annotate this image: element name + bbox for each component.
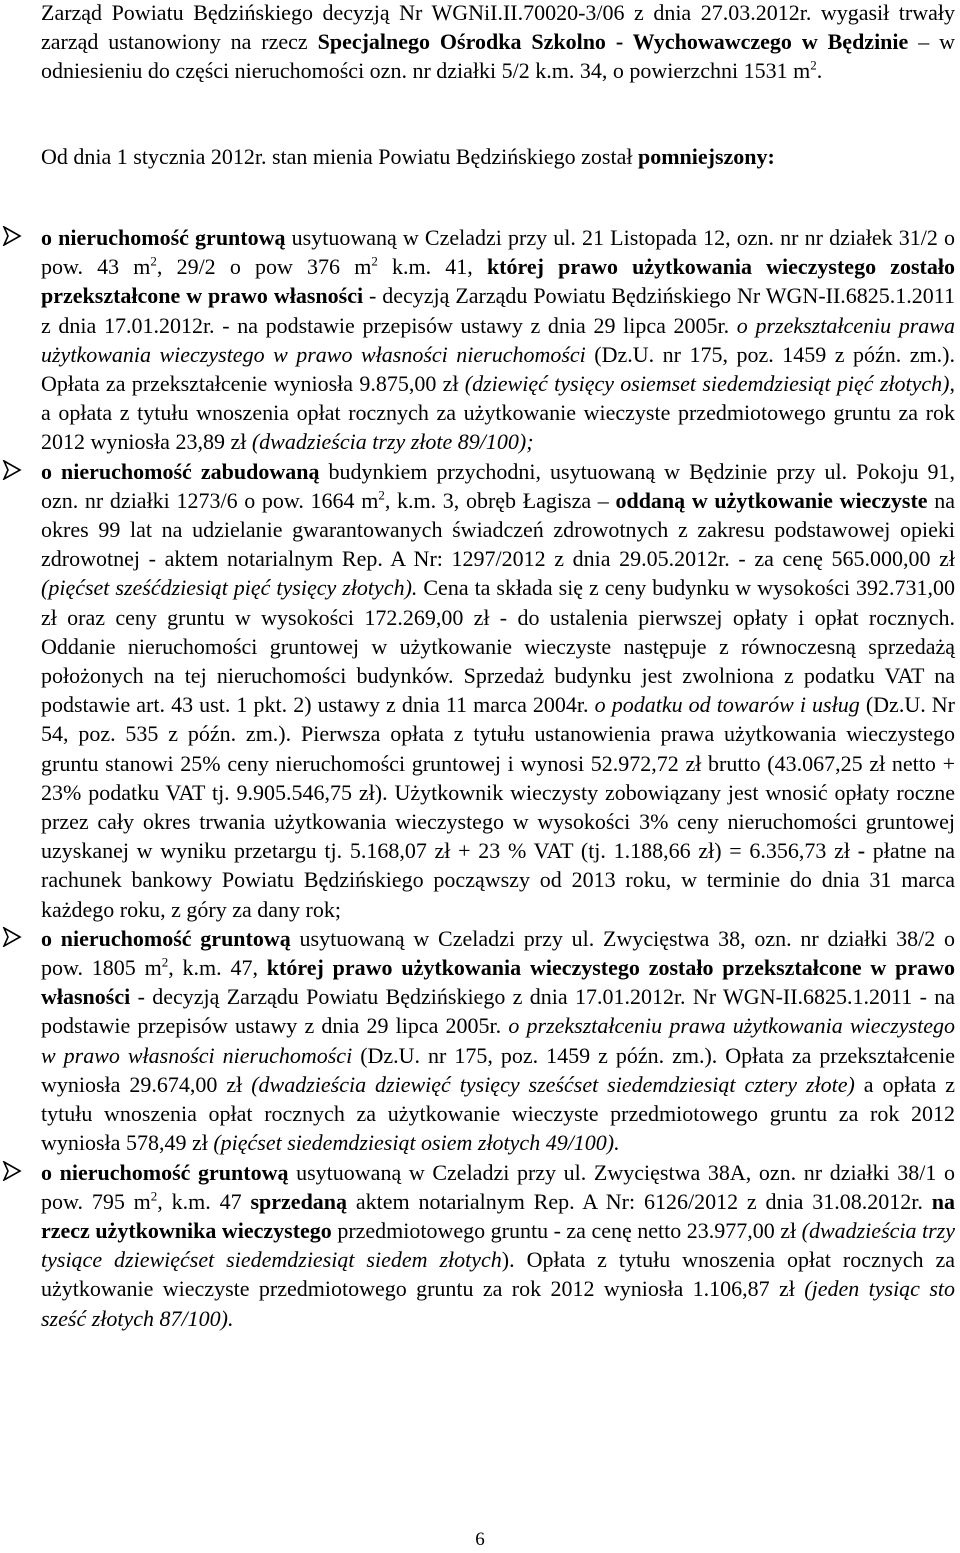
- text-segment: której prawo użytkowania wieczystego zostało przekształcone w prawo własności: [41, 955, 956, 1010]
- text-segment: 2: [150, 253, 157, 269]
- text-segment: 2: [150, 1188, 158, 1204]
- text-segment: na rzecz użytkownika wieczystego: [41, 1188, 955, 1243]
- text-segment: (dwadzieścia dziewięć tysięcy sześćset siedemdziesiąt cztery złote): [251, 1071, 855, 1097]
- text-segment: usytuowaną w Czeladzi przy ul. Zwycięstwa 38, ozn. nr działki 38/2 o pow. 1805 m: [41, 925, 955, 981]
- text-segment: usytuowaną w Czeladzi przy ul. 21 Listopada 12, ozn. nr nr działek 31/2 o pow. 43 m: [41, 225, 955, 280]
- text-segment: (dwadzieścia trzy złote 89/100);: [251, 429, 534, 455]
- text-segment: - decyzją Zarządu Powiatu Będzińskiego z dnia 17.01.2012r. Nr WGN-II.6825.1.2011 - na podstawie przepisów ustawy z dnia 29 lipca 2005r.: [41, 984, 955, 1039]
- list-item-text: [41, 459, 955, 922]
- text-segment: o podatku od towarów i usług: [594, 692, 860, 718]
- text-segment: Zarząd Powiatu Będzińskiego decyzją Nr WGNiI.II.70020-3/06 z dnia 27.03.2012r. wygasił trwały zarząd ustanowiony na rzecz: [41, 0, 955, 54]
- text-segment: (pięćset sześćdziesiąt pięć tysięcy złotych).: [41, 575, 418, 601]
- text-segment: płatne na rachunek bankowy Powiatu Będzińskiego począwszy od 2013 roku, w terminie do dnia 31 marca każdego roku, z góry za dany rok;: [41, 838, 955, 922]
- text-segment: 2: [371, 253, 378, 269]
- list-item: [0, 924, 955, 1158]
- text-segment: przedmiotowego gruntu - za cenę netto 23.977,00 zł: [331, 1217, 802, 1243]
- text-segment: , k.m. 47,: [168, 955, 267, 981]
- arrow-bullet-icon: [2, 226, 22, 246]
- text-segment: (Dz.U. Nr 54, poz. 535 z późn. zm.). Pierwsza opłata z tytułu ustanowienia prawa użytkowania wieczystego gruntu stanowi 25% ceny nieruchomości gruntowej i wynosi 52.972,72 zł brutto (43.067,25 zł netto + 23% podatku VAT tj. 9.905.546,75 zł). Użytkownik wieczysty zobowiązany jest wnosić opłaty roczne przez cały okres trwania użytkowania wieczystego w wysokości 3% ceny nieruchomości gruntowej uzyskanej w wyniku przetargu tj. 5.168,07 zł + 23 % VAT (tj. 1.188,66 zł) = 6.356,73 zł: [41, 692, 956, 864]
- text-segment: 2: [378, 487, 385, 503]
- text-segment: (dziewięć tysięcy osiemset siedemdziesiąt pięć złotych): [464, 371, 950, 397]
- text-segment: -: [857, 838, 866, 864]
- list-item: [0, 457, 955, 924]
- text-segment: o przekształceniu prawa użytkowania wieczystego w prawo własności nieruchomości: [41, 312, 955, 367]
- list-item-text: [41, 926, 955, 1155]
- text-segment: usytuowaną w Czeladzi przy ul. Zwycięstwa 38A, ozn. nr działki 38/1 o pow. 795 m: [41, 1159, 955, 1214]
- text-segment: o nieruchomość gruntową: [41, 225, 286, 250]
- text-segment: Od dnia 1 stycznia 2012r. stan mienia Powiatu Będzińskiego został: [41, 144, 638, 169]
- property-list: [0, 223, 960, 1333]
- text-segment: o nieruchomość gruntową: [41, 925, 291, 951]
- text-segment: budynkiem przychodni, usytuowaną w Będzinie przy ul. Pokoju 91, ozn. nr działki 1273/6 o pow. 1664 m: [41, 458, 956, 513]
- text-segment: , a opłata z tytułu wnoszenia opłat rocznych za użytkowanie wieczyste przedmiotowego gruntu za rok 2012 wyniosła 23,89 zł: [41, 371, 955, 455]
- text-segment: aktem notarialnym Rep. A Nr: 6126/2012 z dnia 31.08.2012r.: [347, 1188, 932, 1214]
- text-segment: (jeden tysiąc sto sześć złotych 87/100).: [41, 1276, 955, 1331]
- list-item-text: [41, 225, 955, 454]
- text-segment: (dwadzieścia trzy tysiące dziewięćset siedemdziesiąt siedem złotych: [41, 1217, 956, 1273]
- arrow-bullet-icon: [2, 927, 22, 947]
- text-segment: ). Opłata z tytułu wnoszenia opłat rocznych za użytkowanie wieczyste przedmiotowego gruntu za rok 2012 wyniosła 1.106,87 zł: [41, 1247, 955, 1302]
- intro-paragraph: [41, 0, 955, 85]
- text-segment: pomniejszony:: [637, 144, 775, 169]
- text-segment: - decyzją Zarządu Powiatu Będzińskiego Nr WGN-II.6825.1.2011 z dnia 17.01.2012r. - na podstawie przepisów ustawy z dnia 29 lipca 2005r.: [41, 283, 955, 338]
- text-segment: 2: [161, 954, 169, 970]
- text-segment: oddaną w użytkowanie wieczyste: [615, 487, 928, 513]
- text-segment: na okres 99 lat na udzielanie gwarantowanych świadczeń zdrowotnych z zakresu podstawowej opieki zdrowotnej - aktem notarialnym Rep. A Nr: 1297/2012 z dnia 29.05.2012r. - za cenę 565.000,00 zł: [41, 487, 955, 572]
- text-segment: Cena ta składa się z ceny budynku w wysokości 392.731,00 zł oraz ceny gruntu w wysokości 172.269,00 zł - do ustalenia pierwszej opłaty i opłat rocznych. Oddanie nieruchomości gruntowej w użytkowanie wieczyste następuje z równoczesną sprzedażą położonych na tej nieruchomości budynków. Sprzedaż budynku jest zwolniona z podatku VAT na podstawie art. 43 ust. 1 pkt. 2) ustawy z dnia 11 marca 2004r.: [41, 575, 955, 718]
- status-paragraph: [41, 142, 955, 171]
- text-segment: (Dz.U. nr 175, poz. 1459 z późn. zm.). Opłata za przekształcenie wyniosła 9.875,00 zł: [41, 341, 955, 397]
- list-item: [0, 1158, 955, 1333]
- list-item-text: [41, 1160, 955, 1331]
- arrow-bullet-icon: [2, 460, 22, 480]
- text-segment: a opłata z tytułu wnoszenia opłat rocznych za użytkowanie wieczyste przedmiotowego gruntu za rok 2012 wyniosła 578,49 zł: [41, 1071, 955, 1156]
- text-segment: Specjalnego Ośrodka Szkolno - Wychowawczego w Będzinie: [317, 29, 909, 54]
- text-segment: , 29/2 o pow 376 m: [156, 254, 372, 280]
- text-segment: której prawo użytkowania wieczystego zostało przekształcone w prawo własności: [41, 254, 955, 309]
- text-segment: o przekształceniu prawa użytkowania wieczystego w prawo własności nieruchomości: [41, 1013, 955, 1068]
- text-segment: – w odniesieniu do części nieruchomości ozn. nr działki 5/2 k.m. 34, o powierzchni 1531 m: [41, 29, 955, 83]
- page-number: 6: [475, 1529, 485, 1550]
- text-segment: .: [816, 58, 823, 83]
- text-segment: k.m. 41,: [377, 254, 487, 280]
- text-segment: , k.m. 3, obręb Łagisza –: [384, 487, 616, 513]
- text-segment: sprzedaną: [250, 1188, 348, 1214]
- text-segment: o nieruchomość gruntową: [41, 1159, 289, 1185]
- text-segment: (pięćset siedemdziesiąt osiem złotych 49/100).: [213, 1130, 620, 1156]
- text-segment: 2: [810, 57, 817, 73]
- text-segment: o nieruchomość zabudowaną: [41, 458, 320, 484]
- text-segment: (Dz.U. nr 175, poz. 1459 z późn. zm.). Opłata za przekształcenie wyniosła 29.674,00 zł: [41, 1042, 956, 1097]
- arrow-bullet-icon: [2, 1161, 22, 1181]
- list-item: [0, 223, 955, 457]
- text-segment: , k.m. 47: [157, 1188, 251, 1214]
